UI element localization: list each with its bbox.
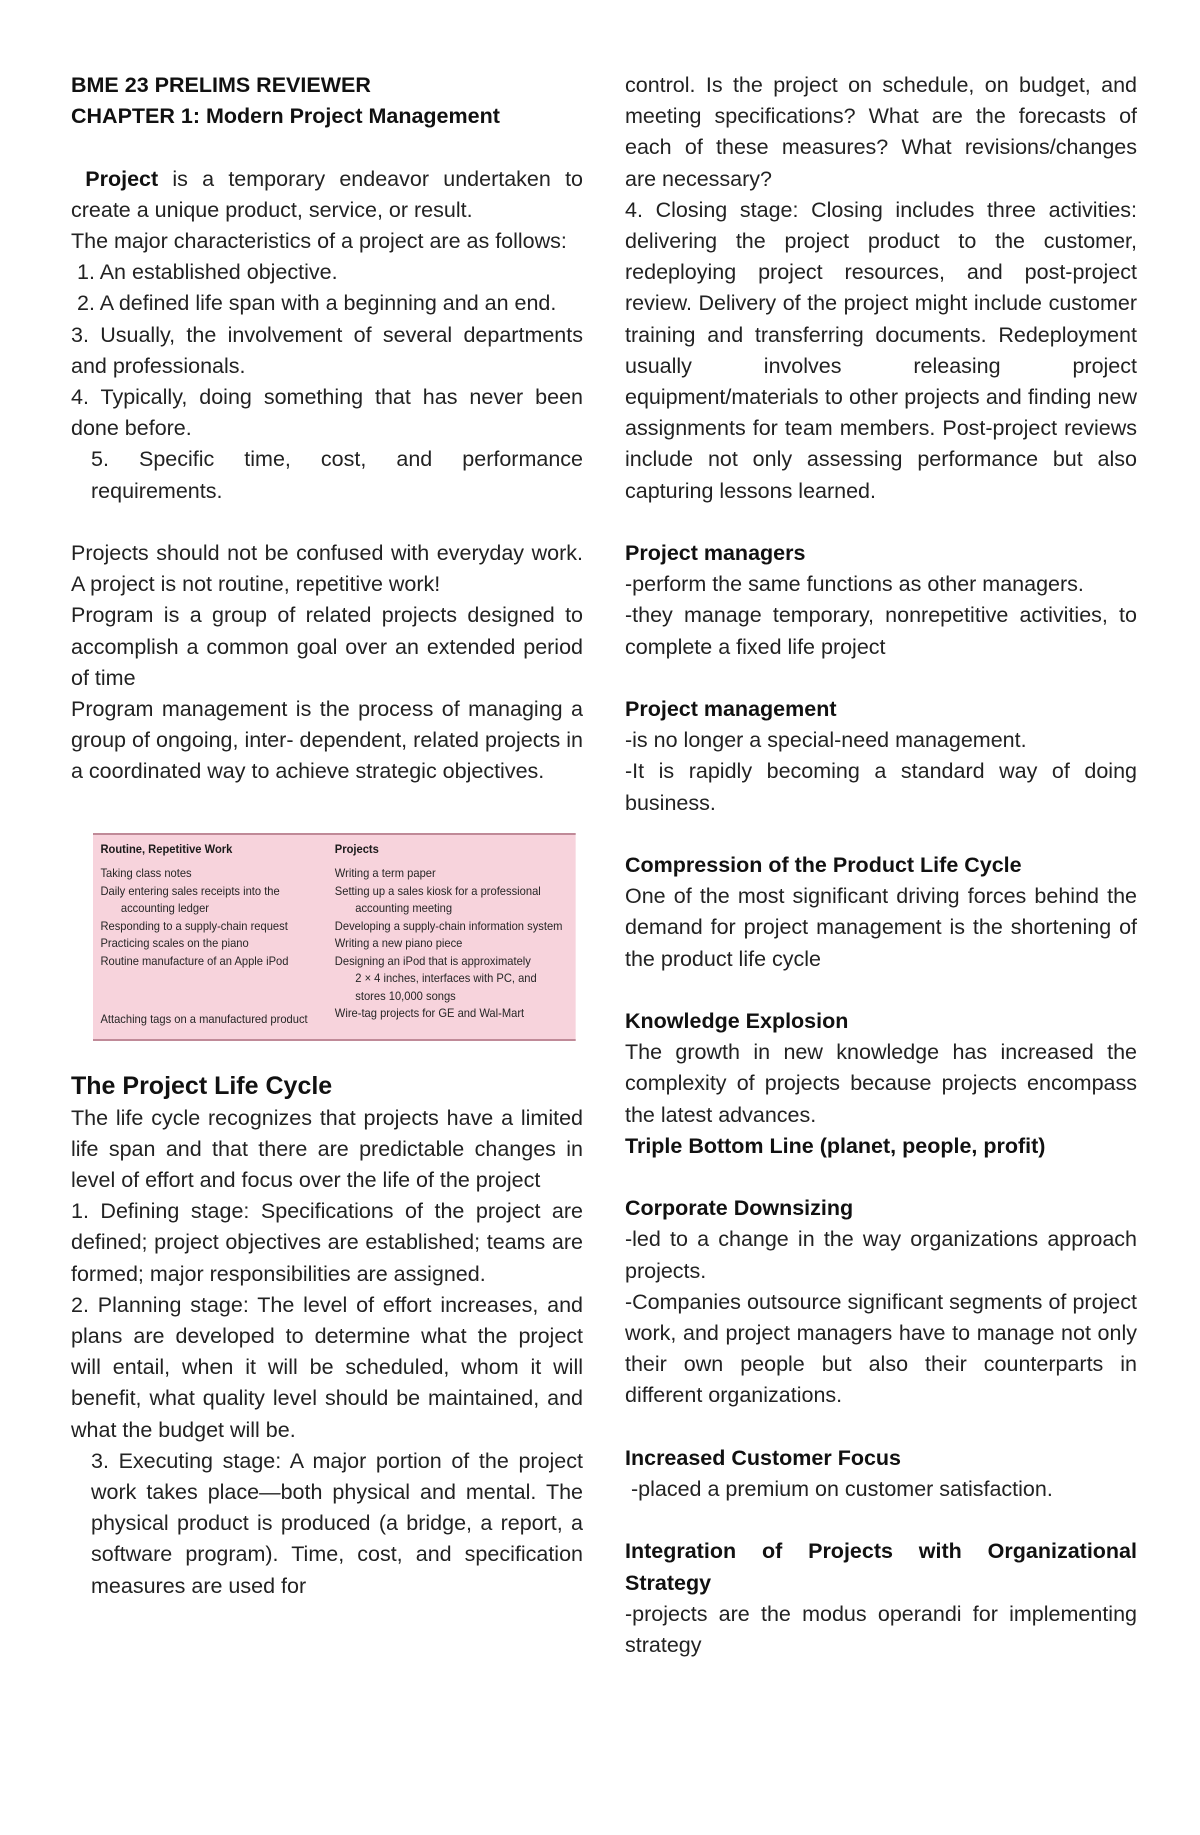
routine-work-paragraph: Projects should not be confused with everyday work. A project is not routine, repetitive work! — [71, 541, 583, 597]
project-managers-point: -perform the same functions as other managers. — [625, 572, 1084, 597]
table-item: Writing a term paper — [334, 866, 436, 881]
characteristic-item: 2. A defined life span with a beginning and an end. — [77, 291, 557, 316]
routine-work-header: Routine, Repetitive Work — [100, 841, 233, 856]
life-cycle-intro: The life cycle recognizes that projects have a limited life span and that there are predictable changes in level of effort and focus over the life of the project — [71, 1105, 583, 1193]
document-title: BME 23 PRELIMS REVIEWER — [71, 73, 371, 97]
program-paragraph: Program is a group of related projects designed to accomplish a common goal over an extended period of time — [71, 603, 583, 690]
table-item: Routine manufacture of an Apple iPod — [100, 953, 289, 968]
projects-header: Projects — [334, 841, 379, 856]
table-item: Practicing scales on the piano — [100, 936, 249, 951]
planning-stage: 2. Planning stage: The level of effort increases, and plans are developed to determine what the project will entail, when it will be scheduled, whom it will benefit, what quality level should be maintained, and what the budget will be. — [71, 1292, 583, 1442]
corporate-downsizing-heading: Corporate Downsizing — [625, 1196, 854, 1221]
right-column — [625, 70, 1137, 1661]
table-item: Responding to a supply-chain request — [100, 918, 288, 933]
table-item: Writing a new piano piece — [334, 936, 463, 951]
integration-point: -projects are the modus operandi for implementing strategy — [625, 1601, 1137, 1658]
routine-work-column — [100, 841, 323, 971]
product-life-cycle-text: One of the most significant driving forces behind the demand for project management is the shortening of the product life cycle — [625, 884, 1137, 971]
executing-stage: 3. Executing stage: A major portion of the project work takes place—both physical and mental. The physical product is produced (a bridge, a report, a software program). Time, cost, and specification measures are used for — [91, 1448, 583, 1598]
characteristics-intro: The major characteristics of a project are as follows: — [71, 229, 567, 253]
characteristic-item: 5. Specific time, cost, and performance requirements. — [91, 447, 583, 503]
triple-bottom-line-heading: Triple Bottom Line (planet, people, profit) — [625, 1133, 1046, 1158]
table-item: Designing an iPod that is approximately — [334, 953, 531, 968]
knowledge-explosion-heading: Knowledge Explosion — [625, 1009, 849, 1034]
characteristic-item: 4. Typically, doing something that has never been done before. — [71, 385, 583, 441]
corporate-downsizing-point: -led to a change in the way organizations approach projects. — [625, 1227, 1137, 1283]
table-item: Setting up a sales kiosk for a professional — [334, 883, 541, 898]
projects-column — [335, 841, 572, 1023]
comparison-table-image — [93, 833, 576, 1041]
project-managers-point: -they manage temporary, nonrepetitive activities, to complete a fixed life project — [625, 603, 1137, 659]
table-item: Daily entering sales receipts into the — [100, 883, 280, 898]
table-item: stores 10,000 songs — [355, 988, 456, 1003]
product-life-cycle-heading: Compression of the Product Life Cycle — [625, 853, 1022, 878]
project-definition-text: is a temporary endeavor undertaken to create a unique product, service, or result. — [71, 166, 583, 222]
knowledge-explosion-text: The growth in new knowledge has increased the complexity of projects because projects encompass the latest advances. — [625, 1040, 1137, 1127]
project-managers-heading: Project managers — [625, 541, 806, 566]
characteristic-item: 1. An established objective. — [77, 260, 338, 285]
corporate-downsizing-point: -Companies outsource significant segments of project work, and project managers have to manage not only their own people but also their counterparts in different organizations. — [625, 1289, 1137, 1408]
table-item: accounting ledger — [120, 901, 210, 916]
left-column — [71, 70, 583, 1602]
table-item: Taking class notes — [100, 866, 192, 881]
table-item: Developing a supply-chain information system — [334, 918, 563, 933]
table-item: Attaching tags on a manufactured product — [100, 1011, 308, 1026]
characteristic-item: 3. Usually, the involvement of several departments and professionals. — [71, 322, 583, 378]
integration-heading: Integration of Projects with Organizational Strategy — [625, 1539, 1137, 1595]
table-item: 2 × 4 inches, interfaces with PC, and — [355, 971, 537, 986]
executing-stage-continued: control. Is the project on schedule, on budget, and meeting specifications? What are the forecasts of each of these measures? What revisions/changes are necessary? — [625, 73, 1137, 191]
project-management-heading: Project management — [625, 697, 837, 722]
life-cycle-heading: The Project Life Cycle — [71, 1071, 333, 1100]
table-item: accounting meeting — [355, 901, 453, 916]
project-management-point: -is no longer a special-need management. — [625, 728, 1027, 753]
project-management-point: -It is rapidly becoming a standard way of doing business. — [625, 759, 1137, 815]
program-management-paragraph: Program management is the process of managing a group of ongoing, inter- dependent, related projects in a coordinated way to achieve strategic objectives. — [71, 697, 583, 784]
defining-stage: 1. Defining stage: Specifications of the project are defined; project objectives are established; teams are formed; major responsibilities are assigned. — [71, 1199, 583, 1286]
customer-focus-heading: Increased Customer Focus — [625, 1445, 902, 1470]
project-term: Project — [85, 166, 159, 191]
chapter-heading: CHAPTER 1: Modern Project Management — [71, 104, 500, 129]
closing-stage: 4. Closing stage: Closing includes three activities: delivering the project product to the customer, redeploying project resources, and post-project review. Delivery of the project might include customer training and transferring documents. Redeployment usually involves releasing project equipment/materials to other projects and finding new assignments for team members. Post-project reviews include not only assessing performance but also capturing lessons learned. — [625, 197, 1137, 503]
customer-focus-point: -placed a premium on customer satisfaction. — [631, 1477, 1053, 1502]
project-definition — [71, 164, 583, 226]
table-item: Wire-tag projects for GE and Wal-Mart — [334, 1006, 525, 1021]
